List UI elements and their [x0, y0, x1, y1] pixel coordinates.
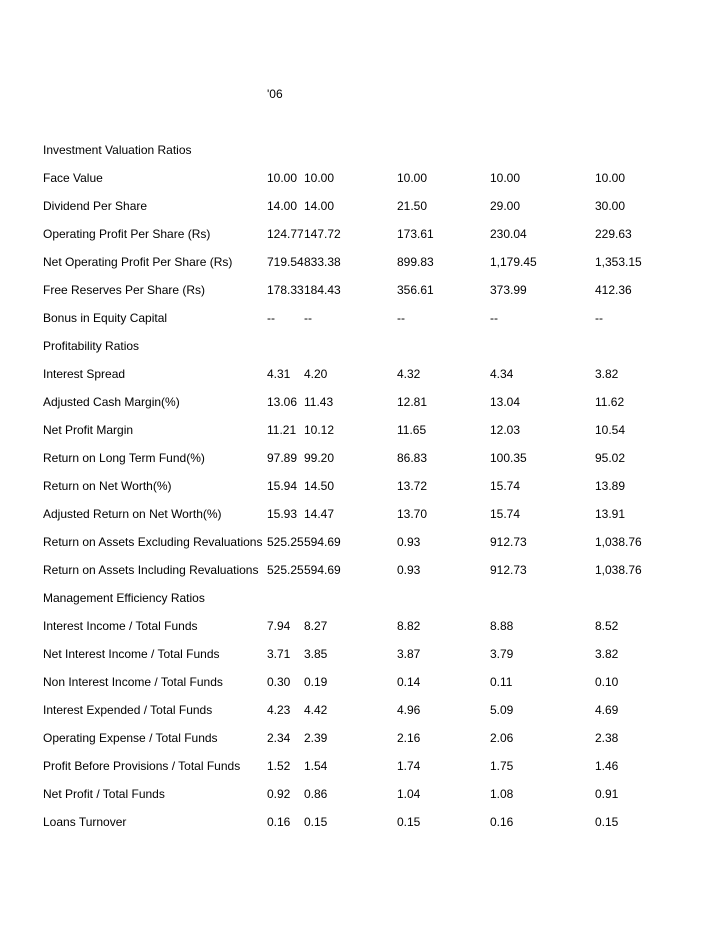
section-title-row — [0, 140, 728, 168]
table-row — [0, 784, 728, 812]
value-col-3: 8.82 — [397, 619, 421, 633]
value-col-2: 4.20 — [304, 367, 328, 381]
value-col-5: 4.69 — [595, 703, 619, 717]
value-col-5: 1,038.76 — [595, 563, 642, 577]
value-col-4: 912.73 — [490, 535, 527, 549]
value-col-2: 4.42 — [304, 703, 328, 717]
row-label: Return on Long Term Fund(%) — [43, 451, 205, 465]
table-row — [0, 756, 728, 784]
row-label: Face Value — [43, 171, 103, 185]
row-label: Bonus in Equity Capital — [43, 311, 168, 325]
value-col-1: 4.23 — [267, 703, 291, 717]
table-row — [0, 504, 728, 532]
value-col-2: 14.47 — [304, 507, 335, 521]
value-col-1: 0.30 — [267, 675, 291, 689]
section-title-row — [0, 588, 728, 616]
table-row — [0, 252, 728, 280]
value-col-4: 1.08 — [490, 787, 514, 801]
table-row — [0, 560, 728, 588]
table-row — [0, 224, 728, 252]
value-col-5: 2.38 — [595, 731, 619, 745]
value-col-1: 4.31 — [267, 367, 291, 381]
row-label: Adjusted Cash Margin(%) — [43, 395, 180, 409]
value-col-3: 1.74 — [397, 759, 421, 773]
value-col-2: 10.00 — [304, 171, 335, 185]
value-col-4: 1.75 — [490, 759, 514, 773]
table-row — [0, 644, 728, 672]
value-col-1: -- — [267, 311, 275, 325]
row-label: Return on Assets Including Revaluations — [43, 563, 259, 577]
row-label: Net Profit / Total Funds — [43, 787, 165, 801]
year-header: '06 — [267, 87, 283, 101]
table-row — [0, 448, 728, 476]
value-col-4: 0.16 — [490, 815, 514, 829]
row-label: Return on Assets Excluding Revaluations — [43, 535, 263, 549]
value-col-2: 0.15 — [304, 815, 328, 829]
value-col-1: 178.33 — [267, 283, 304, 297]
value-col-1: 13.06 — [267, 395, 298, 409]
value-col-2: 14.00 — [304, 199, 335, 213]
ratios-table — [0, 140, 728, 840]
value-col-5: -- — [595, 311, 603, 325]
value-col-3: 86.83 — [397, 451, 428, 465]
value-col-4: 373.99 — [490, 283, 527, 297]
value-col-2: 10.12 — [304, 423, 335, 437]
row-label: Net Profit Margin — [43, 423, 134, 437]
value-col-3: 356.61 — [397, 283, 434, 297]
table-row — [0, 168, 728, 196]
value-col-1: 15.93 — [267, 507, 298, 521]
value-col-3: 13.70 — [397, 507, 428, 521]
value-col-2: 1.54 — [304, 759, 328, 773]
row-label: Net Operating Profit Per Share (Rs) — [43, 255, 233, 269]
row-label: Dividend Per Share — [43, 199, 148, 213]
value-col-4: 100.35 — [490, 451, 527, 465]
value-col-2: 11.43 — [304, 395, 334, 409]
value-col-3: 173.61 — [397, 227, 434, 241]
row-label: Profit Before Provisions / Total Funds — [43, 759, 241, 773]
value-col-5: 0.15 — [595, 815, 619, 829]
value-col-1: 124.77 — [267, 227, 304, 241]
value-col-3: 11.65 — [397, 423, 427, 437]
value-col-5: 95.02 — [595, 451, 626, 465]
value-col-2: 594.69 — [304, 563, 341, 577]
value-col-3: 2.16 — [397, 731, 421, 745]
value-col-4: 10.00 — [490, 171, 521, 185]
value-col-1: 15.94 — [267, 479, 298, 493]
row-label: Interest Spread — [43, 367, 126, 381]
value-col-5: 13.89 — [595, 479, 626, 493]
table-row — [0, 476, 728, 504]
value-col-3: 899.83 — [397, 255, 434, 269]
value-col-2: 594.69 — [304, 535, 341, 549]
value-col-3: 4.32 — [397, 367, 421, 381]
value-col-2: 2.39 — [304, 731, 328, 745]
value-col-3: -- — [397, 311, 405, 325]
value-col-1: 10.00 — [267, 171, 298, 185]
value-col-3: 4.96 — [397, 703, 421, 717]
table-row — [0, 392, 728, 420]
value-col-4: 4.34 — [490, 367, 514, 381]
row-label: Interest Expended / Total Funds — [43, 703, 213, 717]
table-row — [0, 532, 728, 560]
value-col-5: 30.00 — [595, 199, 626, 213]
row-label: Net Interest Income / Total Funds — [43, 647, 220, 661]
value-col-2: 147.72 — [304, 227, 341, 241]
table-row — [0, 280, 728, 308]
value-col-2: 833.38 — [304, 255, 341, 269]
value-col-1: 14.00 — [267, 199, 298, 213]
value-col-5: 3.82 — [595, 647, 619, 661]
value-col-5: 1,038.76 — [595, 535, 642, 549]
value-col-5: 3.82 — [595, 367, 619, 381]
value-col-1: 525.25 — [267, 535, 304, 549]
value-col-3: 1.04 — [397, 787, 421, 801]
row-label: Return on Net Worth(%) — [43, 479, 172, 493]
value-col-2: -- — [304, 311, 312, 325]
value-col-5: 1.46 — [595, 759, 619, 773]
value-col-1: 0.16 — [267, 815, 291, 829]
value-col-2: 184.43 — [304, 283, 341, 297]
value-col-4: 8.88 — [490, 619, 514, 633]
section-title-row — [0, 336, 728, 364]
value-col-3: 13.72 — [397, 479, 428, 493]
value-col-1: 3.71 — [267, 647, 291, 661]
table-row — [0, 672, 728, 700]
value-col-3: 3.87 — [397, 647, 421, 661]
value-col-4: 2.06 — [490, 731, 514, 745]
value-col-3: 0.15 — [397, 815, 421, 829]
value-col-3: 10.00 — [397, 171, 428, 185]
value-col-1: 719.54 — [267, 255, 304, 269]
value-col-2: 0.86 — [304, 787, 328, 801]
value-col-5: 0.10 — [595, 675, 619, 689]
value-col-5: 1,353.15 — [595, 255, 642, 269]
value-col-4: 29.00 — [490, 199, 521, 213]
section-title: Profitability Ratios — [43, 339, 140, 353]
value-col-5: 0.91 — [595, 787, 619, 801]
value-col-4: -- — [490, 311, 498, 325]
table-row — [0, 728, 728, 756]
value-col-1: 1.52 — [267, 759, 291, 773]
value-col-5: 229.63 — [595, 227, 632, 241]
value-col-4: 13.04 — [490, 395, 521, 409]
value-col-3: 0.93 — [397, 563, 421, 577]
row-label: Non Interest Income / Total Funds — [43, 675, 223, 689]
value-col-4: 0.11 — [490, 675, 513, 689]
value-col-4: 230.04 — [490, 227, 527, 241]
value-col-5: 10.00 — [595, 171, 626, 185]
value-col-3: 12.81 — [397, 395, 428, 409]
table-row — [0, 420, 728, 448]
value-col-4: 5.09 — [490, 703, 514, 717]
value-col-4: 12.03 — [490, 423, 521, 437]
row-label: Adjusted Return on Net Worth(%) — [43, 507, 222, 521]
value-col-2: 3.85 — [304, 647, 328, 661]
value-col-5: 10.54 — [595, 423, 626, 437]
table-row — [0, 616, 728, 644]
value-col-3: 0.14 — [397, 675, 421, 689]
value-col-4: 912.73 — [490, 563, 527, 577]
value-col-3: 0.93 — [397, 535, 421, 549]
value-col-5: 11.62 — [595, 395, 625, 409]
section-title: Investment Valuation Ratios — [43, 143, 192, 157]
value-col-3: 21.50 — [397, 199, 428, 213]
row-label: Interest Income / Total Funds — [43, 619, 198, 633]
value-col-5: 8.52 — [595, 619, 619, 633]
value-col-4: 3.79 — [490, 647, 514, 661]
table-row — [0, 812, 728, 840]
value-col-1: 7.94 — [267, 619, 291, 633]
value-col-1: 0.92 — [267, 787, 291, 801]
value-col-2: 99.20 — [304, 451, 335, 465]
value-col-2: 14.50 — [304, 479, 335, 493]
value-col-4: 15.74 — [490, 507, 521, 521]
value-col-1: 2.34 — [267, 731, 291, 745]
row-label: Free Reserves Per Share (Rs) — [43, 283, 206, 297]
value-col-5: 412.36 — [595, 283, 632, 297]
value-col-2: 0.19 — [304, 675, 328, 689]
row-label: Loans Turnover — [43, 815, 127, 829]
value-col-1: 11.21 — [267, 423, 297, 437]
value-col-2: 8.27 — [304, 619, 328, 633]
table-row — [0, 308, 728, 336]
value-col-1: 525.25 — [267, 563, 304, 577]
table-row — [0, 700, 728, 728]
row-label: Operating Expense / Total Funds — [43, 731, 218, 745]
value-col-4: 15.74 — [490, 479, 521, 493]
value-col-1: 97.89 — [267, 451, 298, 465]
row-label: Operating Profit Per Share (Rs) — [43, 227, 211, 241]
table-row — [0, 196, 728, 224]
value-col-4: 1,179.45 — [490, 255, 537, 269]
section-title: Management Efficiency Ratios — [43, 591, 205, 605]
table-row — [0, 364, 728, 392]
value-col-5: 13.91 — [595, 507, 626, 521]
